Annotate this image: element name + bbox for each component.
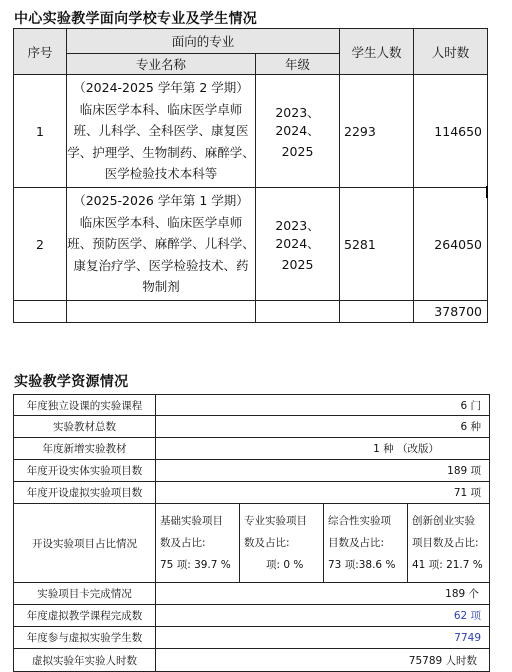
ratio-line: 75 项: 39.7 % xyxy=(160,559,231,571)
resource-label: 年度开设虚拟实验项目数 xyxy=(14,482,156,504)
ratio-row xyxy=(14,504,490,583)
resource-row xyxy=(14,583,490,605)
virtual-students-value: 7749 xyxy=(454,631,482,644)
ratio-line: 41 项: 21.7 % xyxy=(412,559,483,571)
empty-cell xyxy=(14,301,67,323)
resource-row xyxy=(14,605,490,627)
resource-row xyxy=(14,395,490,416)
majors-line: （2024-2025 学年第 2 学期） xyxy=(73,80,249,96)
resource-value: 71 项 xyxy=(156,482,490,504)
resource-label: 年度开设实体实验项目数 xyxy=(14,460,156,482)
resource-row xyxy=(14,438,490,460)
grade-line: 2023、2024、 xyxy=(275,105,320,138)
hours-cell: 264050 xyxy=(414,188,488,301)
resource-value: 1 种 （改版） xyxy=(156,438,490,460)
resource-value xyxy=(156,605,490,627)
header-hours: 人时数 xyxy=(414,29,488,75)
hours-cell: 114650 xyxy=(414,75,488,188)
resource-label: 年度参与虚拟实验学生数 xyxy=(14,627,156,649)
table-row xyxy=(14,188,488,301)
majors-table xyxy=(13,28,488,323)
header-seq: 序号 xyxy=(14,29,67,75)
grade-cell xyxy=(256,75,340,188)
ratio-line: 目数及占比: xyxy=(328,537,385,549)
ratio-comprehensive-cell xyxy=(324,504,408,583)
header-major-name: 专业名称 xyxy=(67,54,256,75)
majors-line: 临床医学本科、临床医学卓师 xyxy=(79,214,243,230)
ratio-basic-cell xyxy=(156,504,240,583)
majors-line: 临床医学本科、临床医学卓师 xyxy=(79,101,243,117)
grade-cell xyxy=(256,188,340,301)
majors-line: 班、预防医学、麻醉学、儿科学、 xyxy=(67,236,255,252)
students-cell: 2293 xyxy=(340,75,414,188)
resource-label: 年度独立设课的实验课程 xyxy=(14,395,156,416)
virtual-courses-value: 62 项 xyxy=(453,610,482,622)
total-hours-cell: 378700 xyxy=(414,301,488,323)
majors-line: （2025-2026 学年第 1 学期） xyxy=(73,193,249,209)
seq-cell: 2 xyxy=(14,188,67,301)
majors-cell xyxy=(67,75,256,188)
seq-cell: 1 xyxy=(14,75,67,188)
resource-row xyxy=(14,627,490,649)
ratio-line: 项目数及占比: xyxy=(412,537,479,549)
resource-label: 实验项目卡完成情况 xyxy=(14,583,156,605)
grade-line: 2025 xyxy=(281,144,314,159)
empty-cell xyxy=(67,301,256,323)
resource-label: 年度虚拟教学课程完成数 xyxy=(14,605,156,627)
row-resize-marker xyxy=(486,186,488,198)
ratio-innovation-cell xyxy=(408,504,490,583)
resource-value xyxy=(156,627,490,649)
header-grade: 年级 xyxy=(256,54,340,75)
grade-line: 2025 xyxy=(281,257,314,272)
grade-line: 2023、2024、 xyxy=(275,218,320,251)
ratio-line: 基础实验项目 xyxy=(160,515,223,527)
ratio-line: 创新创业实验 xyxy=(412,515,475,527)
resource-value: 189 项 xyxy=(156,460,490,482)
resources-table xyxy=(13,394,490,672)
resource-value: 6 种 xyxy=(156,416,490,438)
majors-line: 物制剂 xyxy=(142,279,180,295)
ratio-label: 开设实验项目占比情况 xyxy=(14,504,156,583)
majors-line: 医学检验技术本科等 xyxy=(104,166,218,182)
majors-line: 学、护理学、生物制药、麻醉学、 xyxy=(67,144,255,160)
resource-label: 实验教材总数 xyxy=(14,416,156,438)
section2-title: 实验教学资源情况 xyxy=(14,374,129,390)
header-facing-majors: 面向的专业 xyxy=(67,29,340,54)
ratio-line: 数及占比: xyxy=(160,537,206,549)
resource-row xyxy=(14,416,490,438)
ratio-line: 项: 0 % xyxy=(266,559,304,571)
ratio-line: 综合性实验项 xyxy=(328,515,391,527)
resource-row xyxy=(14,460,490,482)
majors-cell xyxy=(67,188,256,301)
resource-value: 6 门 xyxy=(156,395,490,416)
header-students: 学生人数 xyxy=(340,29,414,75)
resource-row xyxy=(14,649,490,672)
students-cell: 5281 xyxy=(340,188,414,301)
ratio-line: 专业实验项目 xyxy=(244,515,307,527)
resource-label: 虚拟实验年实验人时数 xyxy=(14,649,156,672)
resource-value: 75789 人时数 xyxy=(156,649,490,672)
majors-line: 康复治疗学、医学检验技术、药 xyxy=(73,257,249,273)
empty-cell xyxy=(256,301,340,323)
ratio-line: 73 项:38.6 % xyxy=(328,559,396,571)
empty-cell xyxy=(340,301,414,323)
ratio-line: 数及占比: xyxy=(244,537,290,549)
table-row xyxy=(14,75,488,188)
ratio-professional-cell xyxy=(240,504,324,583)
resource-row xyxy=(14,482,490,504)
resource-label: 年度新增实验教材 xyxy=(14,438,156,460)
majors-line: 班、儿科学、全科医学、康复医 xyxy=(73,123,249,139)
total-row xyxy=(14,301,488,323)
resource-value: 189 个 xyxy=(156,583,490,605)
section1-title: 中心实验教学面向学校专业及学生情况 xyxy=(14,11,258,27)
